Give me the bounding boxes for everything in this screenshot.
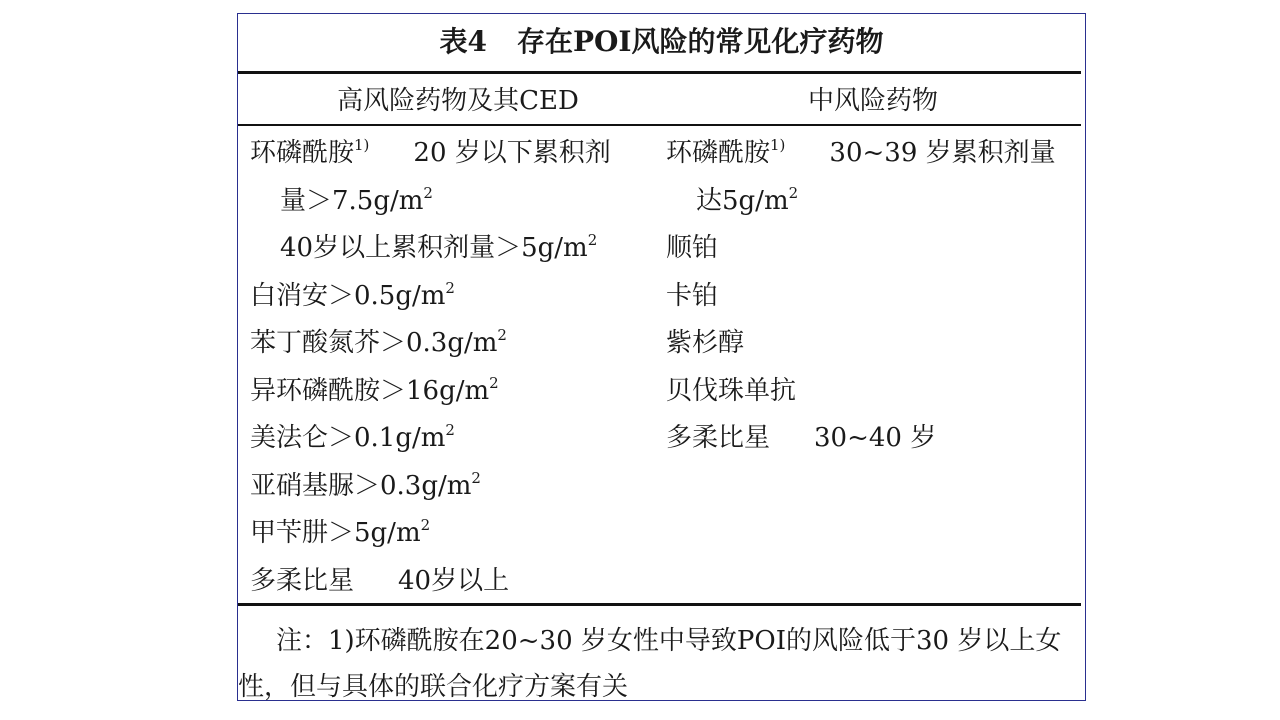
drug-name: 多柔比星 bbox=[250, 565, 355, 596]
table-row bbox=[250, 463, 670, 511]
unit-exponent: 2 bbox=[497, 326, 507, 344]
unit-exponent: 2 bbox=[587, 231, 598, 249]
unit-exponent: 2 bbox=[423, 183, 433, 202]
bottom-rule bbox=[238, 603, 1081, 606]
drug-name: 甲苄肼＞5g/m bbox=[250, 518, 421, 548]
drug-name: 顺铂 bbox=[666, 233, 719, 263]
table-row bbox=[250, 225, 670, 273]
table-row bbox=[666, 415, 1081, 463]
drug-name: 异环磷酰胺＞16g/m bbox=[250, 375, 490, 406]
drug-detail: 30~39 岁累积剂量 bbox=[829, 138, 1056, 168]
drug-detail: 20 岁以下累积剂 bbox=[413, 138, 611, 168]
table-row bbox=[250, 320, 670, 368]
unit-exponent: 2 bbox=[489, 373, 499, 392]
unit-exponent: 2 bbox=[471, 468, 481, 487]
header-high-risk: 高风险药物及其CED bbox=[337, 86, 579, 116]
unit-exponent: 2 bbox=[445, 421, 455, 439]
unit-exponent: 2 bbox=[445, 278, 455, 297]
table-row bbox=[250, 415, 670, 463]
high-risk-column bbox=[250, 130, 670, 605]
drug-detail: 40岁以上 bbox=[398, 565, 510, 596]
table-row bbox=[250, 178, 670, 226]
table-frame bbox=[237, 13, 1086, 701]
top-rule bbox=[238, 71, 1081, 74]
medium-risk-column bbox=[666, 130, 1081, 463]
header-medium-risk: 中风险药物 bbox=[807, 86, 938, 116]
drug-name: 环磷酰胺 bbox=[250, 138, 355, 168]
drug-name: 环磷酰胺 bbox=[666, 138, 771, 168]
header-rule bbox=[238, 124, 1081, 126]
table-row bbox=[666, 178, 1081, 226]
unit-exponent: 2 bbox=[420, 516, 431, 534]
table-title-text: 存在POI风险的常见化疗药物 bbox=[516, 25, 884, 58]
table-note: 注：1)环磷酰胺在20~30 岁女性中导致POI的风险低于30 岁以上女性，但与具体的联合化疗方案有关 bbox=[238, 626, 1062, 702]
drug-detail: 30~40 岁 bbox=[814, 423, 937, 453]
drug-name: 贝伐珠单抗 bbox=[666, 375, 797, 406]
drug-name: 美法仑＞0.1g/m bbox=[250, 423, 446, 453]
drug-detail: 40岁以上累积剂量＞5g/m bbox=[280, 233, 588, 263]
table-row bbox=[250, 130, 670, 178]
drug-detail: 达5g/m bbox=[696, 185, 789, 216]
drug-name: 苯丁酸氮芥＞0.3g/m bbox=[250, 328, 498, 358]
table-row bbox=[250, 273, 670, 321]
drug-name: 多柔比星 bbox=[666, 423, 771, 453]
table-row bbox=[250, 558, 670, 606]
table-row bbox=[666, 273, 1081, 321]
table-row bbox=[250, 510, 670, 558]
table-number: 表4 bbox=[439, 25, 487, 58]
table-row bbox=[666, 368, 1081, 416]
table-row bbox=[666, 130, 1081, 178]
footnote-marker: 1) bbox=[770, 136, 786, 154]
table-row bbox=[666, 225, 1081, 273]
footnote-marker: 1) bbox=[354, 136, 370, 154]
drug-name: 卡铂 bbox=[666, 280, 719, 311]
table-title bbox=[238, 18, 1085, 68]
drug-detail: 量＞7.5g/m bbox=[280, 185, 424, 216]
drug-name: 紫杉醇 bbox=[666, 328, 745, 358]
table-row bbox=[250, 368, 670, 416]
drug-name: 白消安＞0.5g/m bbox=[250, 280, 446, 311]
unit-exponent: 2 bbox=[788, 183, 799, 202]
drug-name: 亚硝基脲＞0.3g/m bbox=[250, 470, 472, 501]
table-row bbox=[666, 320, 1081, 368]
